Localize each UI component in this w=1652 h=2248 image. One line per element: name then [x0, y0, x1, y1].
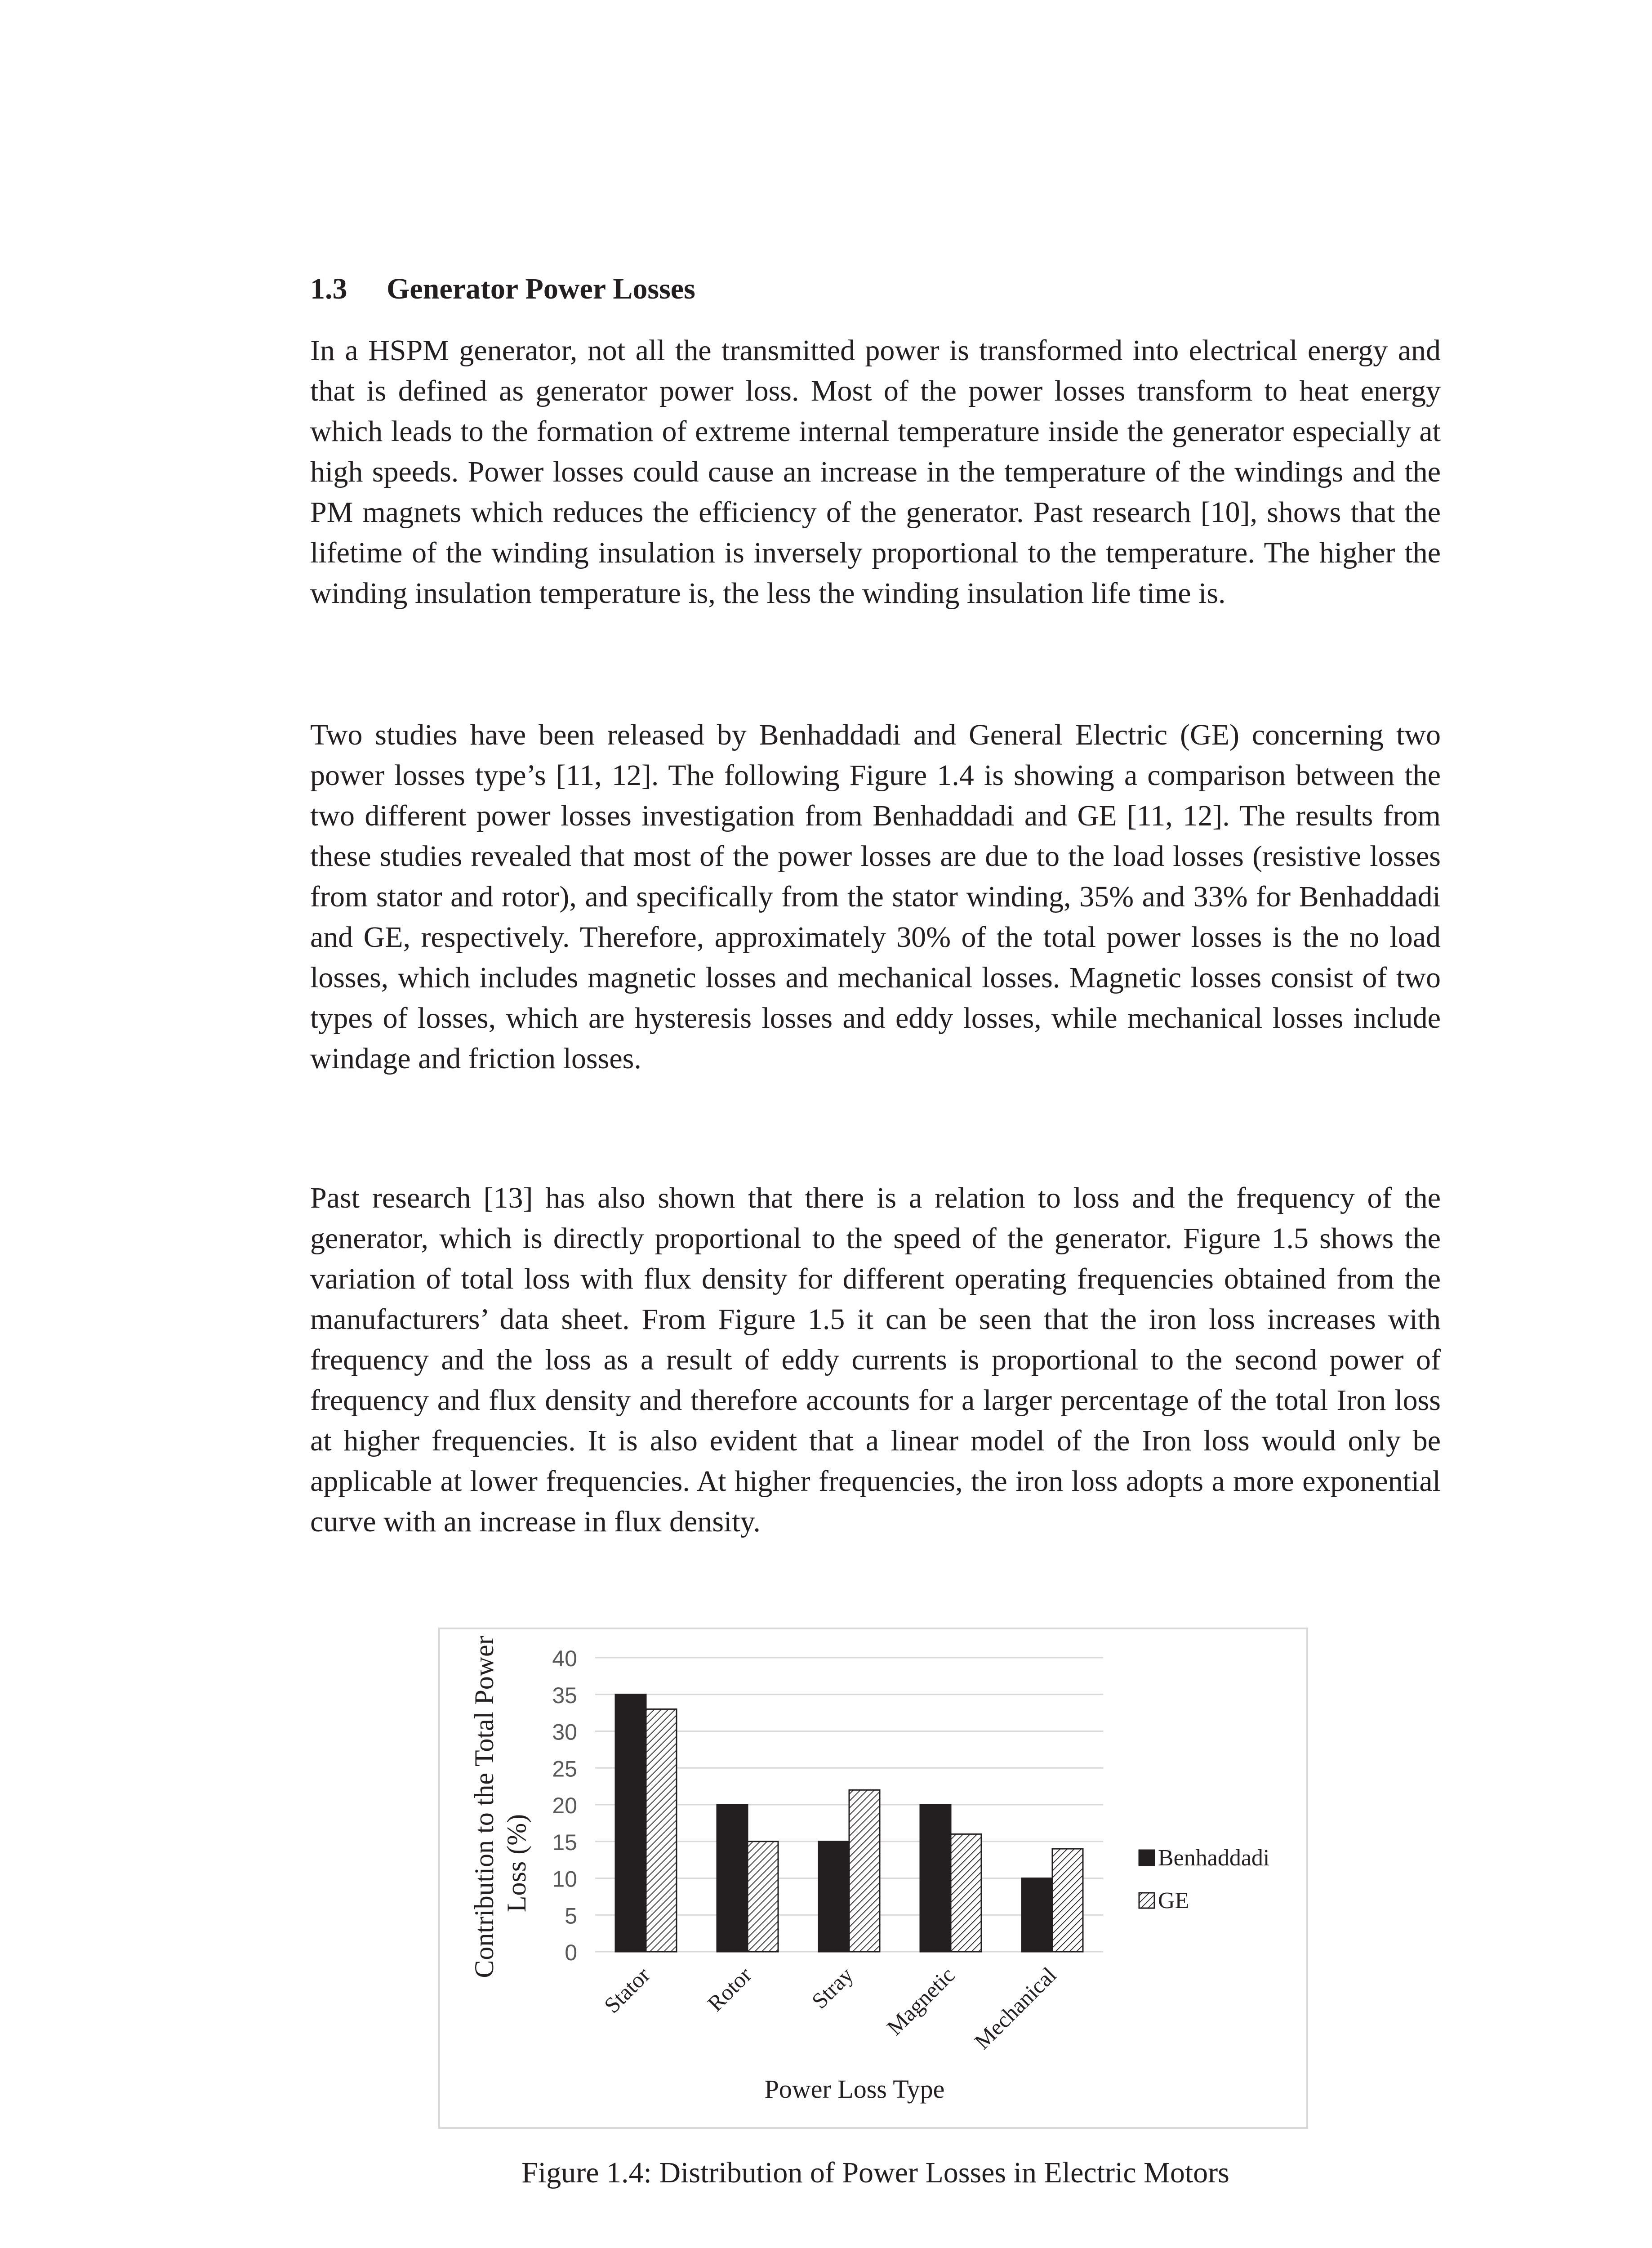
legend-swatch [1139, 1893, 1154, 1908]
bar-ge-mechanical [1052, 1849, 1083, 1952]
y-tick-label: 40 [552, 1646, 577, 1671]
x-axis-title: Power Loss Type [764, 2074, 945, 2104]
bar-chart [440, 1629, 1306, 2127]
x-tick-label: Magnetic [882, 1962, 960, 2040]
x-tick-label: Mechanical [969, 1962, 1061, 2054]
y-tick-label: 25 [552, 1756, 577, 1782]
y-tick-labels [552, 1646, 577, 1965]
x-tick-label: Stator [599, 1962, 655, 2018]
bar-ge-stray [849, 1790, 880, 1952]
bar-benhaddadi-rotor [717, 1805, 748, 1952]
x-tick-label: Stray [806, 1962, 858, 2014]
section-title: Generator Power Losses [387, 272, 695, 305]
bars [615, 1695, 1083, 1952]
bar-ge-rotor [748, 1842, 778, 1952]
y-axis-title-line-2: Loss (%) [502, 1814, 531, 1913]
legend-label: Benhaddadi [1158, 1845, 1270, 1871]
bar-benhaddadi-stray [819, 1842, 849, 1952]
section-heading [310, 272, 695, 306]
y-tick-label: 5 [565, 1903, 577, 1929]
y-tick-label: 20 [552, 1793, 577, 1818]
paragraph-1: In a HSPM generator, not all the transmitted power is transformed into electrical energy and that is defined as generator power loss. Most of the power losses transform to heat energy which leads to the formation of extreme internal temperature inside the generator especially at high speeds. Power losses could cause an increase in the temperature of the windings and the PM magnets which reduces the efficiency of the generator. Past research [10], shows that the lifetime of the winding insulation is inversely proportional to the temperature. The higher the winding insulation temperature is, the less the winding insulation life time is. [310, 334, 1441, 610]
y-tick-label: 0 [565, 1940, 577, 1965]
x-tick-label: Rotor [702, 1962, 757, 2016]
figure-caption: Figure 1.4: Distribution of Power Losses in Electric Motors [521, 2156, 1229, 2189]
y-tick-label: 10 [552, 1866, 577, 1892]
legend [1139, 1845, 1269, 1913]
paragraph-2: Two studies have been released by Benhaddadi and General Electric (GE) concerning two power losses type’s [11, 12]. The following Figure 1.4 is showing a comparison between the two different power losses investigation from Benhaddadi and GE [11, 12]. The results from these studies revealed that most of the power losses are due to the load losses (resistive losses from stator and rotor), and specifically from the stator winding, 35% and 33% for Benhaddadi and GE, respectively. Therefore, approximately 30% of the total power losses is the no load losses, which includes magnetic losses and mechanical losses. Magnetic losses consist of two types of losses, which are hysteresis losses and eddy losses, while mechanical losses include windage and friction losses. [310, 718, 1441, 1075]
y-tick-label: 15 [552, 1829, 577, 1855]
bar-benhaddadi-stator [615, 1695, 646, 1952]
y-axis-title-line-1: Contribution to the Total Power [469, 1636, 499, 1978]
y-tick-label: 30 [552, 1719, 577, 1745]
x-tick-labels [599, 1962, 1061, 2054]
bar-benhaddadi-magnetic [920, 1805, 951, 1952]
bar-ge-magnetic [951, 1834, 981, 1952]
bar-benhaddadi-mechanical [1022, 1878, 1052, 1952]
y-axis-title [469, 1636, 531, 1978]
figure-1-4 [438, 1628, 1308, 2129]
paragraph-3: Past research [13] has also shown that there is a relation to loss and the frequency of the generator, which is directly proportional to the speed of the generator. Figure 1.5 shows the variation of total loss with flux density for different operating frequencies obtained from the manufacturers’ data sheet. From Figure 1.5 it can be seen that the iron loss increases with frequency and the loss as a result of eddy currents is proportional to the second power of frequency and flux density and therefore accounts for a larger percentage of the total Iron loss at higher frequencies. It is also evident that a linear model of the Iron loss would only be applicable at lower frequencies. At higher frequencies, the iron loss adopts a more exponential curve with an increase in flux density. [310, 1182, 1441, 1538]
section-number: 1.3 [310, 272, 347, 305]
y-tick-label: 35 [552, 1682, 577, 1708]
legend-swatch [1139, 1850, 1154, 1865]
legend-label: GE [1158, 1888, 1189, 1913]
bar-ge-stator [646, 1709, 677, 1952]
